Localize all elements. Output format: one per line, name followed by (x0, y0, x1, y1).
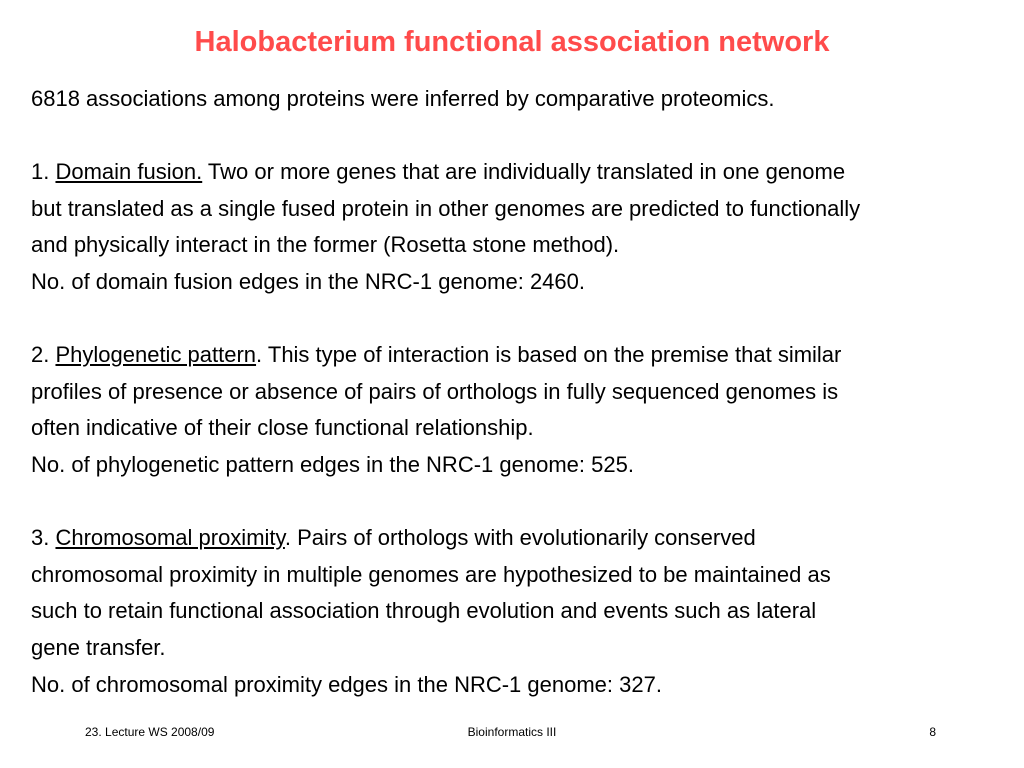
method-2-line-1: profiles of presence or absence of pairs of orthologs in fully sequenced genomes is (31, 378, 839, 404)
method-3-line-3: gene transfer. (31, 634, 166, 660)
method-3-term: Chromosomal proximity (55, 525, 285, 551)
intro-text: 6818 associations among proteins were inferred by comparative proteomics. (31, 86, 775, 111)
method-3-text-start: . Pairs of orthologs with evolutionarily conserved (284, 525, 756, 551)
method-1-text-start: Two or more genes that are individually translated in one genome (202, 159, 846, 185)
slide-body (31, 81, 1006, 703)
method-2-text-start: . This type of interaction is based on the premise that similar (256, 342, 842, 368)
method-2-term: Phylogenetic pattern (55, 342, 257, 368)
method-2-line-2: often indicative of their close functional relationship. (31, 415, 534, 441)
method-1-number: 1. (31, 159, 56, 185)
method-2-heading-line (31, 337, 1006, 374)
footer-lecture: 23. Lecture WS 2008/09 (85, 725, 215, 739)
slide-title: Halobacterium functional association network (194, 26, 830, 58)
method-1-line-2: and physically interact in the former (Rosetta stone method). (31, 232, 620, 258)
method-1-edge-count: No. of domain fusion edges in the NRC-1 genome: 2460. (31, 268, 585, 294)
footer-course: Bioinformatics III (467, 725, 557, 739)
method-3-number: 3. (31, 525, 56, 551)
spacer (31, 301, 1006, 338)
method-3-edge-count: No. of chromosomal proximity edges in the NRC-1 genome: 327. (31, 671, 662, 697)
method-3-line-1: chromosomal proximity in multiple genomes are hypothesized to be maintained as (31, 561, 831, 587)
spacer (31, 484, 1006, 521)
method-1-line-1: but translated as a single fused protein in other genomes are predicted to functionally (31, 195, 861, 221)
method-3-heading-line (31, 520, 1006, 557)
method-2-edge-count: No. of phylogenetic pattern edges in the NRC-1 genome: 525. (31, 451, 634, 477)
method-1-term: Domain fusion. (55, 159, 203, 185)
spacer (31, 118, 1006, 155)
method-1-heading-line (31, 154, 1006, 191)
method-2-number: 2. (31, 342, 56, 368)
footer-page-number: 8 (929, 725, 936, 739)
method-3-line-2: such to retain functional association through evolution and events such as lateral (31, 598, 817, 624)
